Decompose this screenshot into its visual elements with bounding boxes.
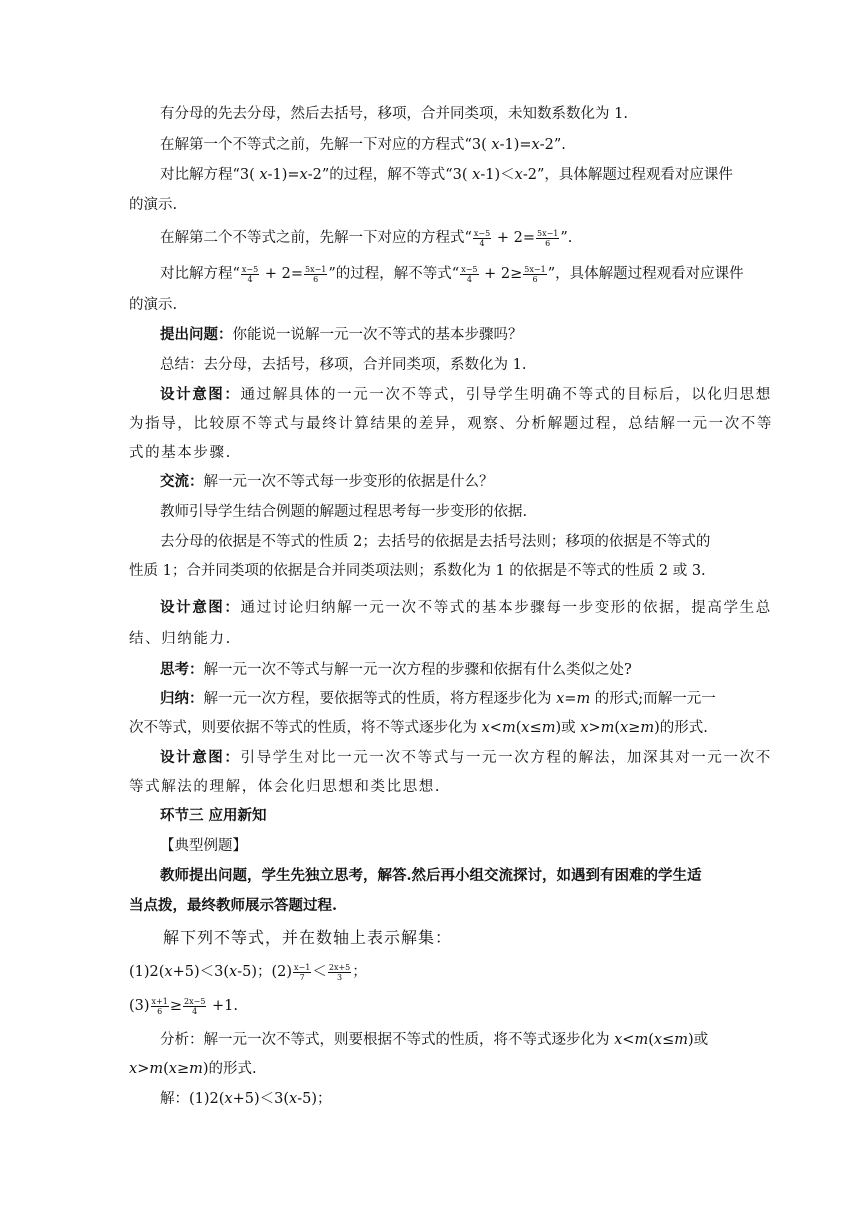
exchange-question: 交流：解一元一次不等式每一步变形的依据是什么？ xyxy=(160,473,494,490)
fraction: $\frac{x-1}{7}$ xyxy=(294,962,311,982)
solution-start: 解：(1)2(x+5)＜3(x-5)； xyxy=(160,1091,332,1107)
design-intent-3-line2: 等式解法的理解，体会化归思想和类比思想. xyxy=(129,779,442,795)
section-heading: 环节三 应用新知 xyxy=(160,807,267,824)
fraction: $\frac{5x-1}{6}$ xyxy=(524,264,546,284)
design-intent-1: 设计意图：通过解具体的一元一次不等式，引导学生明确不等式的目标后，以化归思想 xyxy=(160,386,772,403)
paragraph-compare-second: 对比解方程“ $\frac{x-5}{4}$ + 2= $\frac{5x-1}{6}$ ”的过程，解不等式“ $\frac{x-5}{4}$ + 2≥ $\frac{5x-1}{6}$ ”，具体解题过程观看对应课件 xyxy=(160,264,744,284)
fraction: $\frac{x-5}{4}$ xyxy=(241,264,259,284)
fraction: $\frac{2x+5}{3}$ xyxy=(328,962,351,982)
design-intent-3: 设计意图：引导学生对比一元一次不等式与一元一次方程的解法，加深其对一元一次不 xyxy=(160,749,772,766)
paragraph-compare-first: 对比解方程“3( x-1)=x-2”的过程，解不等式“3( x-1)＜x-2”，具体解题过程观看对应课件 xyxy=(160,167,733,183)
fraction: $\frac{5x-1}{6}$ xyxy=(304,264,327,284)
design-intent-2-line2: 结、归纳能力. xyxy=(129,631,232,647)
question-basic-steps: 提出问题：你能说一说解一元一次不等式的基本步骤吗？ xyxy=(160,326,523,343)
exercise-task: 解下列不等式，并在数轴上表示解集： xyxy=(163,928,453,947)
design-intent-1-line3: 式的基本步骤. xyxy=(129,445,232,461)
basis-explanation: 去分母的依据是不等式的性质 2；去括号的依据是去括号法则；移项的依据是不等式的 xyxy=(160,534,711,550)
design-intent-2: 设计意图：通过讨论归纳解一元一次不等式的基本步骤每一步变形的依据，提高学生总 xyxy=(160,599,772,616)
paragraph-steps-summary: 有分母的先去分母，然后去括号，移项，合并同类项，未知数系数化为 1. xyxy=(160,106,628,122)
fraction: $\frac{x+1}{6}$ xyxy=(151,996,168,1016)
typical-examples-heading: 【典型例题】 xyxy=(160,838,247,854)
paragraph-compare-second-cont: 的演示. xyxy=(129,297,178,313)
paragraph-second-equation: 在解第二个不等式之前，先解一下对应的方程式“ $\frac{x-5}{4}$ + 2= $\frac{5x-1}{6}$ ”. xyxy=(160,228,573,248)
induction: 归纳：解一元一次方程，要依据等式的性质，将方程逐步化为 x=m 的形式;而解一元一 xyxy=(160,690,716,707)
teacher-guide: 教师引导学生结合例题的解题过程思考每一步变形的依据. xyxy=(160,504,528,520)
fraction: $\frac{x-5}{4}$ xyxy=(461,264,478,284)
paragraph-first-equation: 在解第一个不等式之前，先解一下对应的方程式“3( x-1)=x-2”. xyxy=(160,137,566,153)
fraction: $\frac{2x-5}{4}$ xyxy=(184,996,206,1016)
teacher-instruction-line2: 当点拨，最终教师展示答题过程. xyxy=(129,897,338,914)
basis-explanation-line2: 性质 1；合并同类项的依据是合并同类项法则；系数化为 1 的依据是不等式的性质 2 或 3. xyxy=(129,563,706,579)
exercise-item-3: (3) $\frac{x+1}{6}$ ≥ $\frac{2x-5}{4}$ +1. xyxy=(129,996,239,1016)
analysis-line2: x>m(x≥m)的形式. xyxy=(129,1061,257,1077)
think-question: 思考：解一元一次不等式与解一元一次方程的步骤和依据有什么类似之处? xyxy=(160,661,632,678)
teacher-instruction: 教师提出问题，学生先独立思考，解答.然后再小组交流探讨，如遇到有困难的学生适 xyxy=(160,867,702,884)
analysis: 分析：解一元一次不等式，则要根据不等式的性质，将不等式逐步化为 x<m(x≤m)或 xyxy=(160,1032,709,1048)
paragraph-compare-first-cont: 的演示. xyxy=(129,197,178,213)
design-intent-1-line2: 为指导，比较原不等式与最终计算结果的差异，观察、分析解题过程，总结解一元一次不等 xyxy=(129,416,773,432)
induction-line2: 次不等式，则要依据不等式的性质，将不等式逐步化为 x<m(x≤m)或 x>m(x≥m)的形式. xyxy=(129,720,708,736)
summary-steps: 总结：去分母，去括号，移项，合并同类项，系数化为 1. xyxy=(160,357,527,373)
fraction: $\frac{5x-1}{6}$ xyxy=(536,228,559,248)
exercise-items-1-2: (1)2(x+5)＜3(x-5)；(2) $\frac{x-1}{7}$ ＜ $\frac{2x+5}{3}$ ； xyxy=(129,962,367,982)
fraction: $\frac{x-5}{4}$ xyxy=(473,228,491,248)
